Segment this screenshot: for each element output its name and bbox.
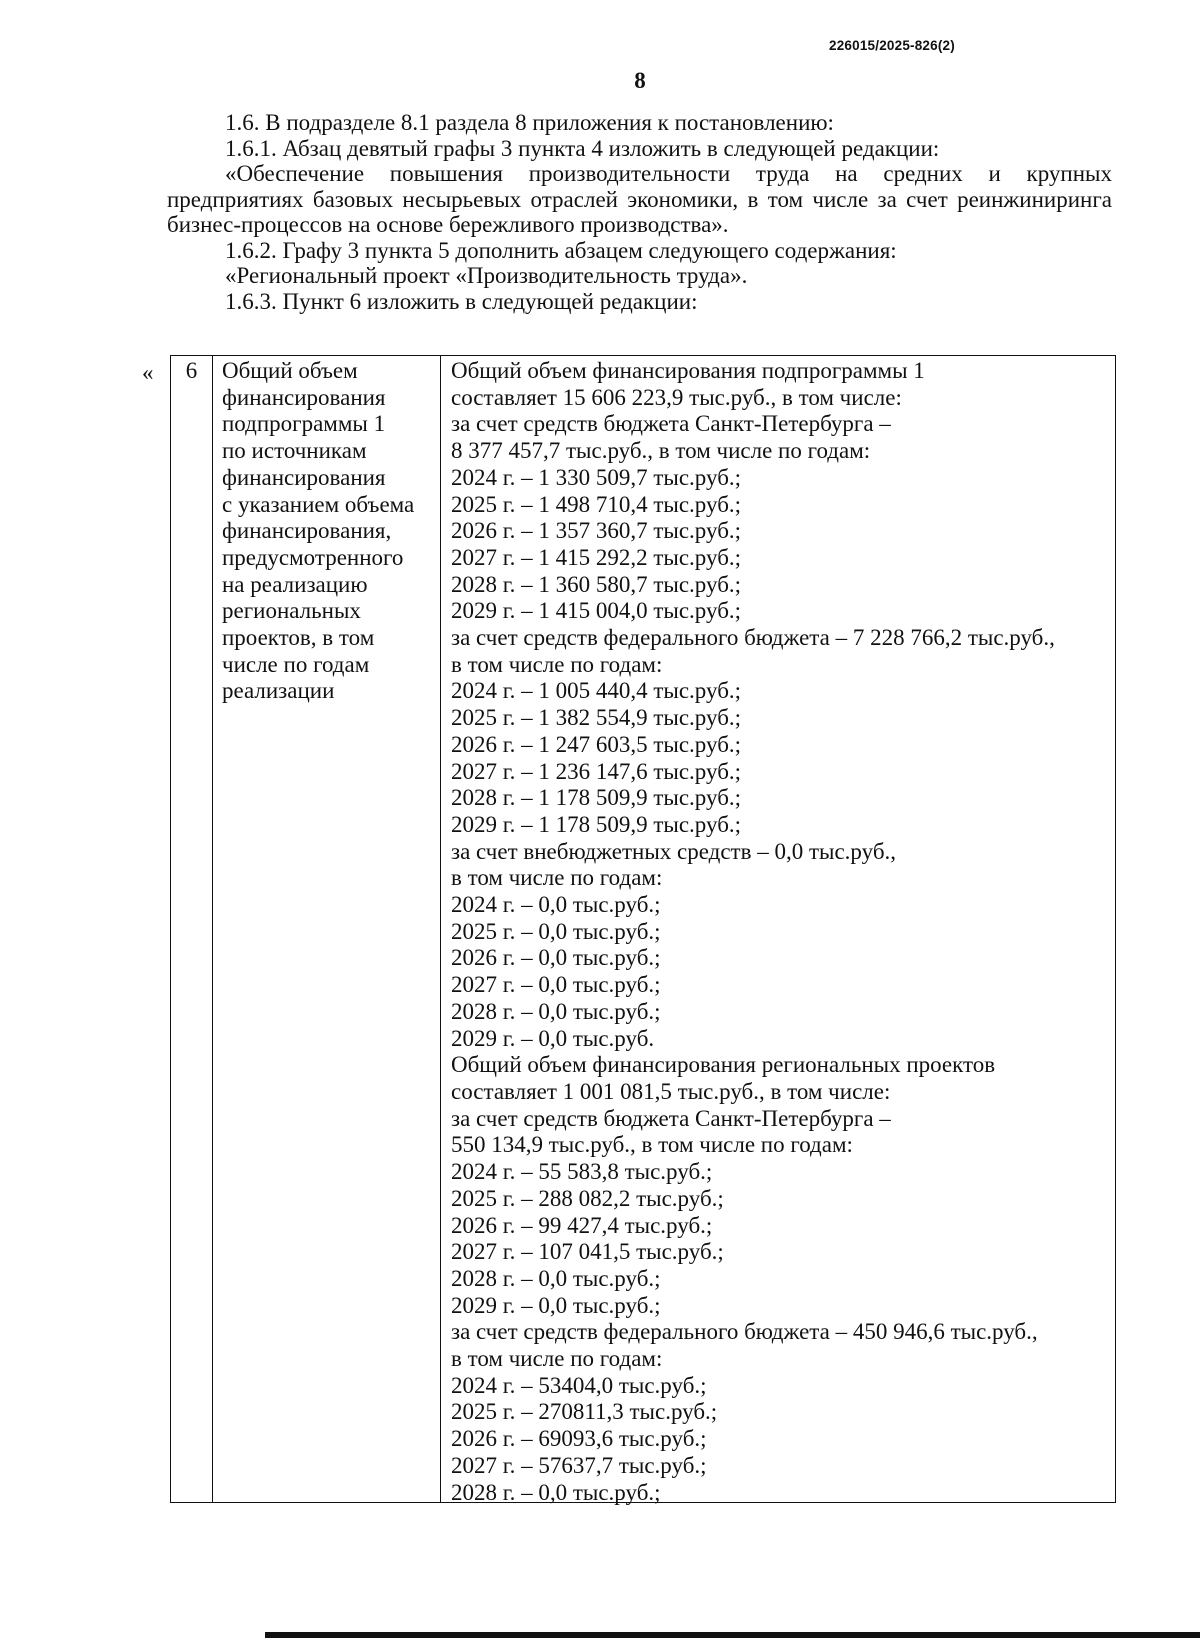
content-line: 2028 г. – 1 178 509,9 тыс.руб.;: [451, 785, 742, 811]
label-line: финансирования,: [222, 518, 392, 544]
table-opening-quote: «: [142, 360, 154, 385]
content-line: Общий объем финансирования подпрограммы 1: [451, 358, 925, 383]
content-line: в том числе по годам:: [451, 1346, 663, 1372]
paragraph-1-6: 1.6. В подразделе 8.1 раздела 8 приложения к постановлению:: [225, 110, 834, 135]
content-line: 8 377 457,7 тыс.руб., в том числе по годам:: [451, 438, 871, 464]
paragraph-1-6-3: 1.6.3. Пункт 6 изложить в следующей редакции:: [225, 288, 698, 314]
content-line: 2028 г. – 1 360 580,7 тыс.руб.;: [451, 571, 742, 597]
content-line: 2027 г. – 0,0 тыс.руб.;: [451, 972, 661, 998]
document-registration-number: 226015/2025-826(2): [829, 38, 955, 53]
content-line: 2029 г. – 1 415 004,0 тыс.руб.;: [451, 598, 742, 624]
label-line: Общий объем: [222, 358, 358, 383]
content-line: составляет 15 606 223,9 тыс.руб., в том числе:: [451, 384, 902, 410]
content-line: 2026 г. – 1 357 360,7 тыс.руб.;: [451, 518, 742, 544]
content-line: 2024 г. – 53404,0 тыс.руб.;: [451, 1372, 707, 1398]
content-line: 2027 г. – 1 236 147,6 тыс.руб.;: [451, 758, 742, 784]
content-line: 2028 г. – 0,0 тыс.руб.;: [451, 998, 661, 1024]
content-line: 2027 г. – 107 041,5 тыс.руб.;: [451, 1239, 724, 1265]
content-line: 2026 г. – 1 247 603,5 тыс.руб.;: [451, 731, 742, 757]
content-line: 2024 г. – 1 005 440,4 тыс.руб.;: [451, 678, 742, 704]
label-line: предусмотренного: [222, 544, 404, 570]
quoted-project-name: «Региональный проект «Производительность труда».: [225, 263, 748, 288]
row-label-cell: [222, 358, 437, 705]
paragraph-1-6-1: 1.6.1. Абзац девятый графы 3 пункта 4 изложить в следующей редакции:: [225, 135, 940, 161]
content-line: 2027 г. – 1 415 292,2 тыс.руб.;: [451, 544, 742, 570]
label-line: по источникам: [222, 438, 367, 464]
page-number: 8: [634, 68, 646, 93]
content-line: за счет средств федерального бюджета – 7 228 766,2 тыс.руб.,: [451, 625, 1055, 651]
label-line: подпрограммы 1: [222, 411, 386, 437]
content-line: 2024 г. – 1 330 509,7 тыс.руб.;: [451, 464, 742, 490]
label-line: проектов, в том: [222, 625, 375, 651]
paragraph-1-6-2: 1.6.2. Графу 3 пункта 5 дополнить абзацем следующего содержания:: [225, 237, 897, 263]
content-line: 2025 г. – 270811,3 тыс.руб.;: [451, 1399, 718, 1425]
content-line: Общий объем финансирования региональных проектов: [451, 1052, 996, 1078]
content-line: 2028 г. – 0,0 тыс.руб.;: [451, 1479, 661, 1505]
content-line: в том числе по годам:: [451, 651, 663, 677]
content-line: 2025 г. – 1 382 554,9 тыс.руб.;: [451, 705, 742, 731]
content-line: 2026 г. – 69093,6 тыс.руб.;: [451, 1426, 707, 1452]
document-body: [167, 110, 1112, 314]
scan-edge-bar: [265, 1632, 1200, 1638]
content-line: составляет 1 001 081,5 тыс.руб., в том числе:: [451, 1078, 891, 1104]
quoted-paragraph: «Обеспечение повышения производительности труда на средних и крупных предприятиях базовых несырьевых отраслей экономики, в том числе за счет реинжиниринга бизнес-процессов на основе бережливого производства».: [167, 161, 1112, 237]
content-line: за счет внебюджетных средств – 0,0 тыс.руб.,: [451, 838, 897, 864]
content-line: за счет средств бюджета Санкт-Петербурга –: [451, 1105, 891, 1131]
content-line: 2029 г. – 1 178 509,9 тыс.руб.;: [451, 811, 742, 837]
label-line: финансирования: [222, 464, 386, 490]
content-line: 2028 г. – 0,0 тыс.руб.;: [451, 1265, 661, 1291]
content-line: 2024 г. – 55 583,8 тыс.руб.;: [451, 1159, 713, 1185]
label-line: региональных: [222, 598, 361, 624]
content-line: 2027 г. – 57637,7 тыс.руб.;: [451, 1452, 707, 1478]
content-line: 2029 г. – 0,0 тыс.руб.: [451, 1025, 655, 1051]
content-line: 2029 г. – 0,0 тыс.руб.;: [451, 1292, 661, 1318]
label-line: реализации: [222, 678, 335, 704]
row-number-cell: 6: [185, 358, 198, 383]
row-content-cell: [451, 358, 1111, 1506]
content-line: 2025 г. – 288 082,2 тыс.руб.;: [451, 1185, 724, 1211]
label-line: с указанием объема: [222, 491, 415, 517]
content-line: 2024 г. – 0,0 тыс.руб.;: [451, 892, 661, 918]
content-line: 2026 г. – 99 427,4 тыс.руб.;: [451, 1212, 713, 1238]
content-line: за счет средств федерального бюджета – 450 946,6 тыс.руб.,: [451, 1319, 1038, 1345]
content-line: 2025 г. – 0,0 тыс.руб.;: [451, 918, 661, 944]
content-line: за счет средств бюджета Санкт-Петербурга –: [451, 411, 891, 437]
content-line: 550 134,9 тыс.руб., в том числе по годам:: [451, 1132, 853, 1158]
label-line: числе по годам: [222, 651, 370, 677]
column-divider: [212, 356, 213, 1502]
content-line: 2025 г. – 1 498 710,4 тыс.руб.;: [451, 491, 742, 517]
label-line: на реализацию: [222, 571, 368, 597]
column-divider: [440, 356, 441, 1502]
content-line: в том числе по годам:: [451, 865, 663, 891]
financing-table: [170, 355, 1116, 1503]
content-line: 2026 г. – 0,0 тыс.руб.;: [451, 945, 661, 971]
label-line: финансирования: [222, 384, 386, 410]
